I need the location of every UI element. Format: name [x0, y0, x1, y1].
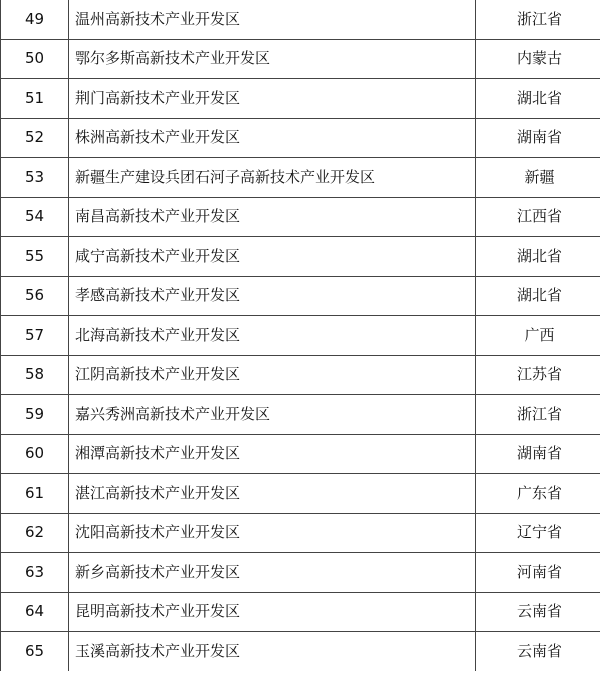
- row-number: 51: [1, 79, 69, 119]
- province: 云南省: [476, 592, 600, 632]
- province: 湖北省: [476, 237, 600, 277]
- row-number: 57: [1, 316, 69, 356]
- zone-name: 孝感高新技术产业开发区: [69, 276, 476, 316]
- row-number: 61: [1, 474, 69, 514]
- province: 广西: [476, 316, 600, 356]
- zone-name: 北海高新技术产业开发区: [69, 316, 476, 356]
- table-row: [1, 276, 600, 316]
- row-number: 52: [1, 118, 69, 158]
- province: 湖北省: [476, 79, 600, 119]
- zone-name: 江阴高新技术产业开发区: [69, 355, 476, 395]
- province: 湖南省: [476, 434, 600, 474]
- row-number: 59: [1, 395, 69, 435]
- zone-name: 嘉兴秀洲高新技术产业开发区: [69, 395, 476, 435]
- row-number: 55: [1, 237, 69, 277]
- row-number: 50: [1, 39, 69, 79]
- row-number: 54: [1, 197, 69, 237]
- table-row: [1, 355, 600, 395]
- table-row: [1, 632, 600, 671]
- row-number: 63: [1, 553, 69, 593]
- zone-name: 荆门高新技术产业开发区: [69, 79, 476, 119]
- table-row: [1, 197, 600, 237]
- table-row: [1, 316, 600, 356]
- table-row: [1, 0, 600, 39]
- table-row: [1, 158, 600, 198]
- province: 内蒙古: [476, 39, 600, 79]
- table-row: [1, 79, 600, 119]
- table-row: [1, 118, 600, 158]
- table-row: [1, 395, 600, 435]
- row-number: 58: [1, 355, 69, 395]
- row-number: 53: [1, 158, 69, 198]
- province: 新疆: [476, 158, 600, 198]
- table-row: [1, 513, 600, 553]
- table-row: [1, 434, 600, 474]
- zone-name: 沈阳高新技术产业开发区: [69, 513, 476, 553]
- zone-name: 株洲高新技术产业开发区: [69, 118, 476, 158]
- zone-name: 鄂尔多斯高新技术产业开发区: [69, 39, 476, 79]
- zone-name: 温州高新技术产业开发区: [69, 0, 476, 39]
- row-number: 56: [1, 276, 69, 316]
- table-row: [1, 553, 600, 593]
- zone-name: 湘潭高新技术产业开发区: [69, 434, 476, 474]
- province: 江苏省: [476, 355, 600, 395]
- row-number: 62: [1, 513, 69, 553]
- row-number: 60: [1, 434, 69, 474]
- table-row: [1, 237, 600, 277]
- row-number: 64: [1, 592, 69, 632]
- zone-name: 昆明高新技术产业开发区: [69, 592, 476, 632]
- province: 云南省: [476, 632, 600, 671]
- table-row: [1, 592, 600, 632]
- zone-name: 湛江高新技术产业开发区: [69, 474, 476, 514]
- table-row: [1, 474, 600, 514]
- province: 湖北省: [476, 276, 600, 316]
- zone-name: 南昌高新技术产业开发区: [69, 197, 476, 237]
- province: 辽宁省: [476, 513, 600, 553]
- zone-name: 新乡高新技术产业开发区: [69, 553, 476, 593]
- zone-name: 咸宁高新技术产业开发区: [69, 237, 476, 277]
- province: 广东省: [476, 474, 600, 514]
- province: 江西省: [476, 197, 600, 237]
- province: 湖南省: [476, 118, 600, 158]
- zone-name: 新疆生产建设兵团石河子高新技术产业开发区: [69, 158, 476, 198]
- table-row: [1, 39, 600, 79]
- row-number: 49: [1, 0, 69, 39]
- province: 浙江省: [476, 395, 600, 435]
- zone-name: 玉溪高新技术产业开发区: [69, 632, 476, 671]
- row-number: 65: [1, 632, 69, 671]
- province: 河南省: [476, 553, 600, 593]
- province: 浙江省: [476, 0, 600, 39]
